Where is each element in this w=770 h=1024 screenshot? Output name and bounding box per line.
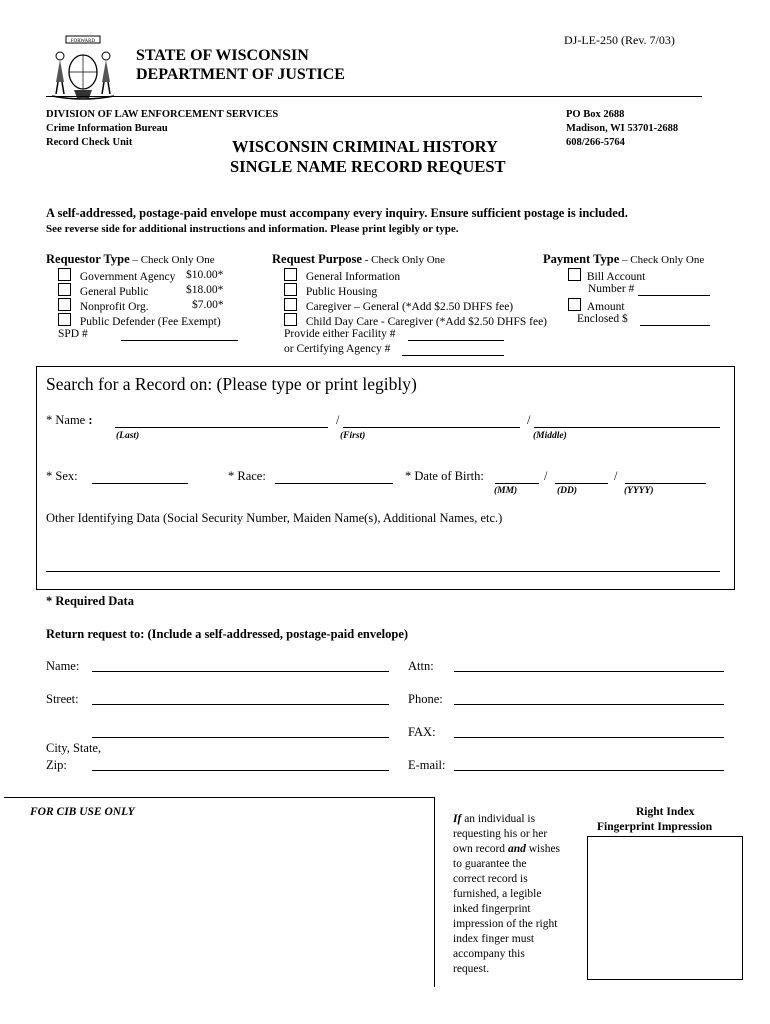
spd-label: SPD # (58, 328, 88, 340)
return-street-label: Street: (46, 692, 79, 706)
payment-heading-note: – Check Only One (619, 254, 705, 266)
purpose-option-caregiver[interactable] (284, 298, 513, 313)
purpose-heading-note: - Check Only One (361, 254, 446, 266)
purpose-heading-label: Request Purpose (272, 252, 362, 266)
first-name-field[interactable] (343, 427, 520, 428)
state-title: STATE OF WISCONSIN (136, 47, 309, 64)
middle-caption: (Middle) (533, 431, 567, 441)
return-street-field[interactable] (92, 704, 389, 705)
return-city-label-1: City, State, (46, 741, 102, 755)
dob-day-field[interactable] (555, 483, 608, 484)
instruction-line: to guarantee the (453, 858, 527, 870)
instruction-line: correct record is (453, 873, 528, 885)
checkbox[interactable] (284, 313, 297, 326)
middle-name-field[interactable] (534, 427, 720, 428)
requestor-heading (46, 252, 215, 267)
purpose-option-housing[interactable] (284, 283, 377, 298)
return-city-label-2: Zip: (46, 758, 67, 772)
cib-use-label: FOR CIB USE ONLY (30, 806, 135, 818)
agency-label: or Certifying Agency # (284, 343, 391, 355)
race-label: * Race: (228, 469, 266, 483)
requestor-option-government[interactable] (58, 268, 175, 283)
required-data-note: * Required Data (46, 594, 134, 608)
return-name-field[interactable] (92, 671, 389, 672)
dob-label: * Date of Birth: (405, 469, 484, 483)
fax-label: FAX: (408, 725, 436, 739)
checkbox[interactable] (284, 298, 297, 311)
requestor-price-nonprofit: $7.00* (192, 299, 224, 311)
name-label-colon: : (88, 413, 93, 427)
account-number-field[interactable] (638, 295, 710, 296)
option-label: Government Agency (79, 271, 176, 283)
other-data-field[interactable] (46, 571, 720, 572)
instruction-line: inked fingerprint (453, 903, 531, 915)
requestor-option-public-defender[interactable] (58, 313, 221, 328)
division-line-2: Crime Information Bureau (46, 123, 168, 134)
instruction-line: request. (453, 963, 490, 975)
checkbox[interactable] (58, 283, 71, 296)
fingerprint-instructions (453, 812, 560, 977)
checkbox[interactable] (568, 268, 581, 281)
requestor-price-government: $10.00* (186, 269, 224, 281)
dob-separator-1: / (544, 469, 548, 483)
dob-separator-2: / (614, 469, 618, 483)
search-heading: Search for a Record on: (Please type or print legibly) (46, 374, 417, 394)
notice-line-1: A self-addressed, postage-paid envelope must accompany every inquiry. Ensure sufficient postage is included. (46, 206, 628, 220)
requestor-heading-note: – Check Only One (129, 254, 215, 266)
payment-option-amount[interactable] (568, 298, 625, 313)
option-label: Amount (586, 301, 625, 313)
phone-field[interactable] (454, 704, 724, 705)
option-label: Public Defender (Fee Exempt) (79, 316, 221, 328)
cib-use-box-top-border (4, 797, 434, 798)
instruction-line: If an individual is (453, 813, 536, 825)
sex-label: * Sex: (46, 469, 78, 483)
phone-label: Phone: (408, 692, 443, 706)
checkbox[interactable] (58, 313, 71, 326)
requestor-heading-label: Requestor Type (46, 252, 130, 266)
facility-field[interactable] (408, 340, 504, 341)
requestor-option-nonprofit[interactable] (58, 298, 149, 313)
mm-caption: (MM) (494, 486, 518, 496)
state-seal-logo (46, 34, 120, 102)
dd-caption: (DD) (557, 486, 578, 496)
return-heading: Return request to: (Include a self-addressed, postage-paid envelope) (46, 627, 409, 641)
option-label: Public Housing (305, 286, 378, 298)
payment-heading-label: Payment Type (543, 252, 620, 266)
name-separator-2: / (527, 413, 531, 427)
checkbox[interactable] (58, 298, 71, 311)
return-name-label: Name: (46, 659, 80, 673)
option-label: Caregiver – General (*Add $2.50 DHFS fee) (305, 301, 514, 313)
address-line-1: PO Box 2688 (566, 109, 625, 120)
seal-motto: FORWARD (70, 39, 96, 44)
checkbox[interactable] (284, 268, 297, 281)
notice-line-2: See reverse side for additional instructions and information. Please print legibly or type. (46, 223, 459, 235)
return-street-field-2[interactable] (92, 737, 389, 738)
dob-month-field[interactable] (495, 483, 539, 484)
agency-field[interactable] (402, 355, 504, 356)
email-label: E-mail: (408, 758, 446, 772)
form-number: DJ-LE-250 (Rev. 7/03) (564, 33, 675, 47)
cib-use-box-right-border (434, 797, 435, 987)
instruction-line: own record and wishes (453, 843, 561, 855)
facility-label: Provide either Facility # (284, 328, 396, 340)
form-title-line-2: SINGLE NAME RECORD REQUEST (230, 157, 506, 176)
yyyy-caption: (YYYY) (624, 486, 654, 496)
payment-option-bill[interactable] (568, 268, 645, 283)
fingerprint-box-title-1: Right Index (636, 806, 695, 818)
checkbox[interactable] (568, 298, 581, 311)
requestor-option-public[interactable] (58, 283, 149, 298)
instruction-line: index finger must (453, 933, 535, 945)
attn-label: Attn: (408, 659, 434, 673)
instruction-line: requesting his or her (453, 828, 548, 840)
race-field[interactable] (275, 483, 393, 484)
checkbox[interactable] (58, 268, 71, 281)
option-label: Nonprofit Org. (79, 301, 149, 313)
address-line-3: 608/266-5764 (566, 137, 625, 148)
dob-year-field[interactable] (625, 483, 706, 484)
fingerprint-box-title-2: Fingerprint Impression (597, 821, 713, 833)
enclosed-label: Enclosed $ (577, 313, 628, 325)
spd-field[interactable] (121, 340, 238, 341)
attn-field[interactable] (454, 671, 724, 672)
option-label: General Information (305, 271, 401, 283)
instruction-line: accompany this (453, 948, 525, 960)
first-caption: (First) (340, 431, 366, 441)
purpose-heading (272, 252, 445, 267)
header-divider (46, 96, 702, 97)
fingerprint-impression-box[interactable] (587, 836, 743, 980)
last-name-field[interactable] (115, 427, 328, 428)
return-city-field[interactable] (92, 770, 389, 771)
option-label: Bill Account (586, 271, 646, 283)
account-number-label: Number # (588, 283, 635, 295)
instruction-line: impression of the right (453, 918, 558, 930)
name-label: * Name : (46, 413, 93, 427)
requestor-price-public: $18.00* (186, 284, 224, 296)
purpose-option-child-care[interactable] (284, 313, 547, 328)
name-separator-1: / (336, 413, 340, 427)
fax-field[interactable] (454, 737, 724, 738)
division-line-3: Record Check Unit (46, 137, 133, 148)
option-label: Child Day Care - Caregiver (*Add $2.50 DHFS fee) (305, 316, 547, 328)
department-title: DEPARTMENT OF JUSTICE (136, 66, 345, 83)
last-caption: (Last) (116, 431, 140, 441)
division-line-1: DIVISION OF LAW ENFORCEMENT SERVICES (46, 109, 279, 120)
enclosed-amount-field[interactable] (640, 325, 710, 326)
search-record-box (36, 366, 735, 590)
instruction-line: furnished, a legible (453, 888, 542, 900)
sex-field[interactable] (92, 483, 188, 484)
form-title-line-1: WISCONSIN CRIMINAL HISTORY (232, 137, 498, 156)
payment-heading (543, 252, 704, 267)
other-data-label: Other Identifying Data (Social Security Number, Maiden Name(s), Additional Names, etc.) (46, 511, 503, 525)
purpose-option-general[interactable] (284, 268, 400, 283)
option-label: General Public (79, 286, 149, 298)
checkbox[interactable] (284, 283, 297, 296)
address-line-2: Madison, WI 53701-2688 (566, 123, 679, 134)
email-field[interactable] (454, 770, 724, 771)
